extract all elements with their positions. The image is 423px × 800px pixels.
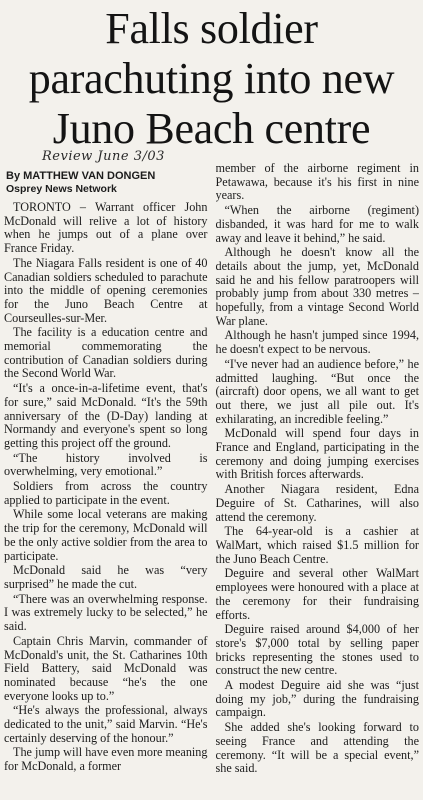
paragraph: Although he hasn't jumped since 1994, he doesn't expect to be nervous. [215,328,419,357]
paragraph: Another Niagara resident, Edna Deguire of St. Catharines, will also attend the ceremony. [215,482,419,524]
paragraph: She added she's looking forward to seeing France and attending the ceremony. “It will be a special event,” she said. [215,720,419,776]
paragraph: “I've never had an audience before,” he admitted laughing. “But once the (aircraft) door opens, we all want to get out there, we just all pile out. It's exhilarating, an incredible feeling.” [215,356,419,426]
paragraph: “The history involved is overwhelming, very emotional.” [4,450,208,479]
paragraph: “It's a once-in-a-lifetime event, that's for sure,” said McDonald. “It's the 59th anniversary of the (D-Day) landing at Normandy and everyone's spent so long getting this project off the ground. [4,381,208,450]
paragraph: Although he doesn't know all the details about the jump, yet, McDonald said he and his fellow paratroopers will probably jump from about 330 metres – hopefully, from a vintage Second World War plane. [215,245,419,328]
paragraph: TORONTO – Warrant officer John McDonald will relive a lot of history when he jumps out of a plane over France Friday. [4,200,208,256]
news-agency: Osprey News Network [6,183,117,195]
paragraph: The facility is a education centre and memorial commemorating the contribution of Canadian soldiers during the Second World War. [4,325,208,381]
article-body [4,162,419,800]
paragraph: The Niagara Falls resident is one of 40 Canadian soldiers scheduled to parachute into the middle of opening ceremonies for the Juno Beach Centre at Courseulles-sur-Mer. [4,255,208,325]
paragraph: While some local veterans are making the trip for the ceremony, McDonald will be the only active soldier from the area to participate. [4,507,208,563]
paragraph: A modest Deguire aid she was “just doing my job,” during the fundraising campaign. [215,678,419,720]
paragraph: “There was an overwhelming response. I was extremely lucky to be selected,” he said. [4,591,208,634]
paragraph: The 64-year-old is a cashier at WalMart, which raised $1.5 million for the Juno Beach Centre. [215,524,419,566]
byline: By MATTHEW VAN DONGEN [6,170,156,182]
paragraph: Deguire raised around $4,000 of her store's $7,000 total by selling paper bricks representing the stones used to construct the new centre. [215,622,419,678]
paragraph: The jump will have even more meaning for McDonald, a former [4,745,208,774]
paragraph: Soldiers from across the country applied to participate in the event. [4,479,208,507]
paragraph: Captain Chris Marvin, commander of McDonald's unit, the St. Catharines 10th Field Battery, said McDonald was nominated because “he's the one everyone looks up to.” [4,633,208,703]
headline: Falls soldier parachuting into new Juno Beach centre [28,4,395,153]
column-right [216,162,420,800]
paragraph: “When the airborne (regiment) disbanded, it was hard for me to walk away and leave it behind,” he said. [215,203,419,245]
column-left [4,162,208,800]
handwritten-annotation: Review June 3/03 [42,149,165,164]
paragraph: McDonald said he was “very surprised” he made the cut. [4,563,208,591]
paragraph: Deguire and several other WalMart employees were honoured with a place at the ceremony for their fundraising efforts. [215,566,419,622]
paragraph: member of the airborne regiment in Petawawa, because it's his first in nine years. [215,162,419,203]
paragraph: McDonald will spend four days in France and England, participating in the ceremony and doing jumping exercises with British forces afterwards. [215,426,419,482]
paragraph: “He's always the professional, always dedicated to the unit,” said Marvin. “He's certainly deserving of the honour.” [4,703,208,745]
